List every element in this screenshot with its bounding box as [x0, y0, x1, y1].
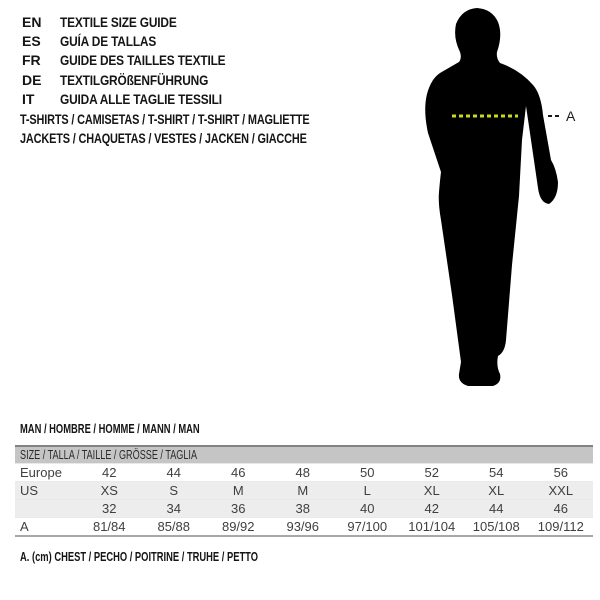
size-cell: 44: [464, 500, 529, 518]
size-cell: 93/96: [271, 518, 336, 537]
size-cell: 50: [335, 464, 400, 482]
section-title-text: MAN / HOMBRE / HOMME / MANN / MAN: [20, 422, 200, 436]
language-row: [22, 31, 255, 50]
category-line: [20, 109, 391, 128]
section-title: [20, 422, 260, 436]
size-cell: 34: [142, 500, 207, 518]
size-cell: 48: [271, 464, 336, 482]
language-row: [22, 51, 255, 70]
size-cell: L: [335, 482, 400, 500]
size-cell: 97/100: [335, 518, 400, 537]
size-table-header-row: [15, 446, 593, 464]
language-label: GUIDE DES TAILLES TEXTILE: [60, 52, 226, 69]
category-line: [20, 128, 391, 147]
size-cell: 38: [271, 500, 336, 518]
size-cell: 42: [400, 500, 465, 518]
language-code: FR: [22, 52, 41, 69]
size-cell: 89/92: [206, 518, 271, 537]
size-cell: 85/88: [142, 518, 207, 537]
size-cell: 46: [206, 464, 271, 482]
size-table-body: [15, 446, 593, 536]
language-row: [22, 89, 255, 108]
language-code: IT: [22, 90, 35, 107]
figure-area: [418, 4, 586, 392]
size-cell: 101/104: [400, 518, 465, 537]
language-row: [22, 70, 255, 89]
size-cell: 44: [142, 464, 207, 482]
size-cell: 54: [464, 464, 529, 482]
size-cell: 40: [335, 500, 400, 518]
size-cell: 81/84: [77, 518, 142, 537]
size-row-label: US: [15, 482, 77, 500]
size-cell: 52: [400, 464, 465, 482]
measure-footnote: [20, 549, 351, 564]
language-label: TEXTILGRÖßENFÜHRUNG: [60, 71, 209, 88]
category-list: [20, 109, 391, 148]
language-list: [22, 12, 255, 108]
size-row-label: [15, 500, 77, 518]
language-code: EN: [22, 13, 42, 30]
size-table-header-text: SIZE / TALLA / TAILLE / GRÖSSE / TAGLIA: [20, 447, 198, 462]
size-cell: 105/108: [464, 518, 529, 537]
man-silhouette-figure: [418, 4, 586, 392]
size-cell: XXL: [529, 482, 594, 500]
size-cell: 109/112: [529, 518, 594, 537]
measure-footnote-text: A. (cm) CHEST / PECHO / POITRINE / TRUHE / PETTO: [20, 549, 259, 564]
size-table-row: [15, 518, 593, 537]
category-line-text: T-SHIRTS / CAMISETAS / T-SHIRT / T-SHIRT / MAGLIETTE: [20, 110, 310, 127]
size-row-label: Europe: [15, 464, 77, 482]
size-table: [15, 445, 593, 537]
size-cell: M: [271, 482, 336, 500]
size-cell: 32: [77, 500, 142, 518]
size-row-label: A: [15, 518, 77, 537]
size-table-row: [15, 482, 593, 500]
language-label: GUÍA DE TALLAS: [60, 32, 157, 49]
size-cell: 56: [529, 464, 594, 482]
language-label: TEXTILE SIZE GUIDE: [60, 13, 177, 30]
category-line-text: JACKETS / CHAQUETAS / VESTES / JACKEN / GIACCHE: [20, 129, 307, 146]
man-silhouette: [425, 8, 558, 386]
size-table-header-cell: [15, 446, 593, 464]
size-table-row: [15, 500, 593, 518]
language-code: DE: [22, 71, 42, 88]
measure-label-a: A: [566, 108, 576, 124]
size-cell: 36: [206, 500, 271, 518]
size-cell: XS: [77, 482, 142, 500]
size-table-row: [15, 464, 593, 482]
language-code: ES: [22, 32, 41, 49]
size-cell: XL: [400, 482, 465, 500]
size-cell: 42: [77, 464, 142, 482]
size-cell: 46: [529, 500, 594, 518]
size-cell: S: [142, 482, 207, 500]
size-cell: XL: [464, 482, 529, 500]
language-label: GUIDA ALLE TAGLIE TESSILI: [60, 90, 222, 107]
language-row: [22, 12, 255, 31]
size-cell: M: [206, 482, 271, 500]
